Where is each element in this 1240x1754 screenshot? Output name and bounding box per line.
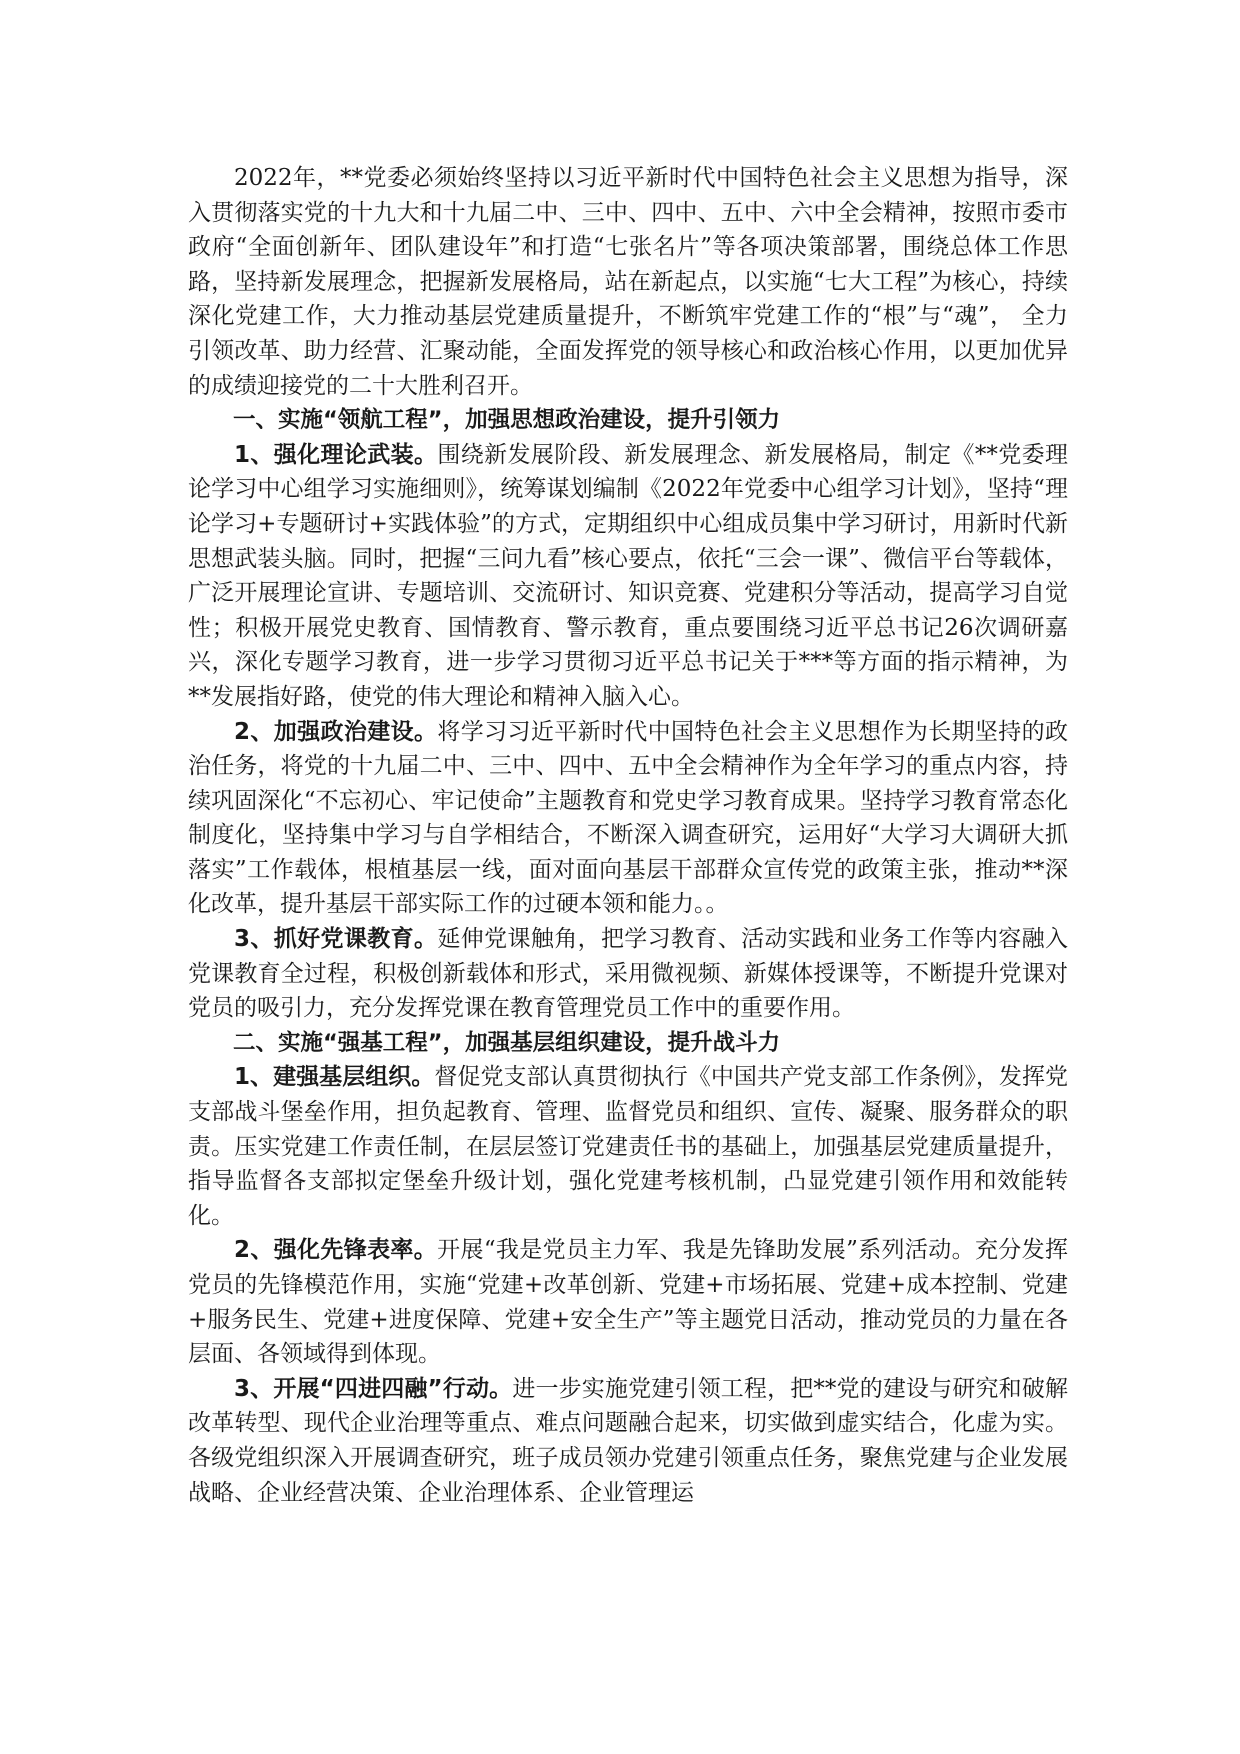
paragraph-lead: 3、开展“四进四融”行动。 <box>234 1375 513 1402</box>
paragraph-lead: 2、强化先锋表率。 <box>234 1237 438 1264</box>
paragraph-body: 开展“我是党员主力军、我是先锋助发展”系列活动。充分发挥党员的先锋模范作用，实施“党建+改革创新、党建+市场拓展、党建+成本控制、党建+服务民生、党建+进度保障、党建+安全生产”等主题党日活动，推动党员的力量在各层面、各领域得到体现。 <box>188 1237 1068 1368</box>
paragraph-lead: 2、加强政治建设。 <box>234 718 438 745</box>
section2-paragraph-2 <box>188 1233 1068 1371</box>
paragraph-lead: 1、建强基层组织。 <box>234 1064 435 1091</box>
section1-paragraph-3 <box>188 922 1068 1026</box>
section2-paragraph-3 <box>188 1372 1068 1510</box>
paragraph-body: 延伸党课触角，把学习教育、活动实践和业务工作等内容融入党课教育全过程，积极创新载体和形式，采用微视频、新媒体授课等，不断提升党课对党员的吸引力，充分发挥党课在教育管理党员工作中的重要作用。 <box>188 926 1068 1022</box>
paragraph-lead: 1、强化理论武装。 <box>234 441 438 468</box>
section-heading-2: 二、实施“强基工程”，加强基层组织建设，提升战斗力 <box>233 1029 781 1056</box>
paragraph-body: 督促党支部认真贯彻执行《中国共产党支部工作条例》，发挥党支部战斗堡垒作用，担负起教育、管理、监督党员和组织、宣传、凝聚、服务群众的职责。压实党建工作责任制，在层层签订党建责任书的基础上，加强基层党建质量提升，指导监督各支部拟定堡垒升级计划，强化党建考核机制，凸显党建引领作用和效能转化。 <box>188 1064 1068 1229</box>
paragraph-body: 进一步实施党建引领工程，把**党的建设与研究和破解改革转型、现代企业治理等重点、难点问题融合起来，切实做到虚实结合，化虚为实。各级党组织深入开展调查研究，班子成员领办党建引领重点任务，聚焦党建与企业发展战略、企业经营决策、企业治理体系、企业管理运 <box>188 1375 1068 1506</box>
intro-paragraph: 2022年，**党委必须始终坚持以习近平新时代中国特色社会主义思想为指导，深入贯彻落实党的十九大和十九届二中、三中、四中、五中、六中全会精神，按照市委市政府“全面创新年、团队建设年”和打造“七张名片”等各项决策部署，围绕总体工作思路，坚持新发展理念，把握新发展格局，站在新起点，以实施“七大工程”为核心，持续深化党建工作，大力推动基层党建质量提升，不断筑牢党建工作的“根”与“魂”， 全力引领改革、助力经营、汇聚动能，全面发挥党的领导核心和政治核心作用，以更加优异的成绩迎接党的二十大胜利召开。 <box>188 165 1068 399</box>
section1-paragraph-1 <box>188 438 1068 715</box>
section1-paragraph-2 <box>188 715 1068 923</box>
section-heading-1: 一、实施“领航工程”，加强思想政治建设，提升引领力 <box>233 407 781 434</box>
document-body <box>188 161 1068 1510</box>
section2-paragraph-1 <box>188 1060 1068 1233</box>
paragraph-body: 围绕新发展阶段、新发展理念、新发展格局，制定《**党委理论学习中心组学习实施细则》，统筹谋划编制《2022年党委中心组学习计划》，坚持“理论学习+专题研讨+实践体验”的方式，定期组织中心组成员集中学习研讨，用新时代新思想武装头脑。同时，把握“三问九看”核心要点，依托“三会一课”、微信平台等载体，广泛开展理论宣讲、专题培训、交流研讨、知识竞赛、党建积分等活动，提高学习自觉性；积极开展党史教育、国情教育、警示教育，重点要围绕习近平总书记26次调研嘉兴，深化专题学习教育，进一步学习贯彻习近平总书记关于***等方面的指示精神，为**发展指好路，使党的伟大理论和精神入脑入心。 <box>188 441 1068 710</box>
paragraph-body: 将学习习近平新时代中国特色社会主义思想作为长期坚持的政治任务，将党的十九届二中、三中、四中、五中全会精神作为全年学习的重点内容，持续巩固深化“不忘初心、牢记使命”主题教育和党史学习教育成果。坚持学习教育常态化制度化，坚持集中学习与自学相结合，不断深入调查研究，运用好“大学习大调研大抓落实”工作载体，根植基层一线，面对面向基层干部群众宣传党的政策主张，推动**深化改革，提升基层干部实际工作的过硬本领和能力。。 <box>188 718 1068 918</box>
paragraph-lead: 3、抓好党课教育。 <box>234 926 438 953</box>
